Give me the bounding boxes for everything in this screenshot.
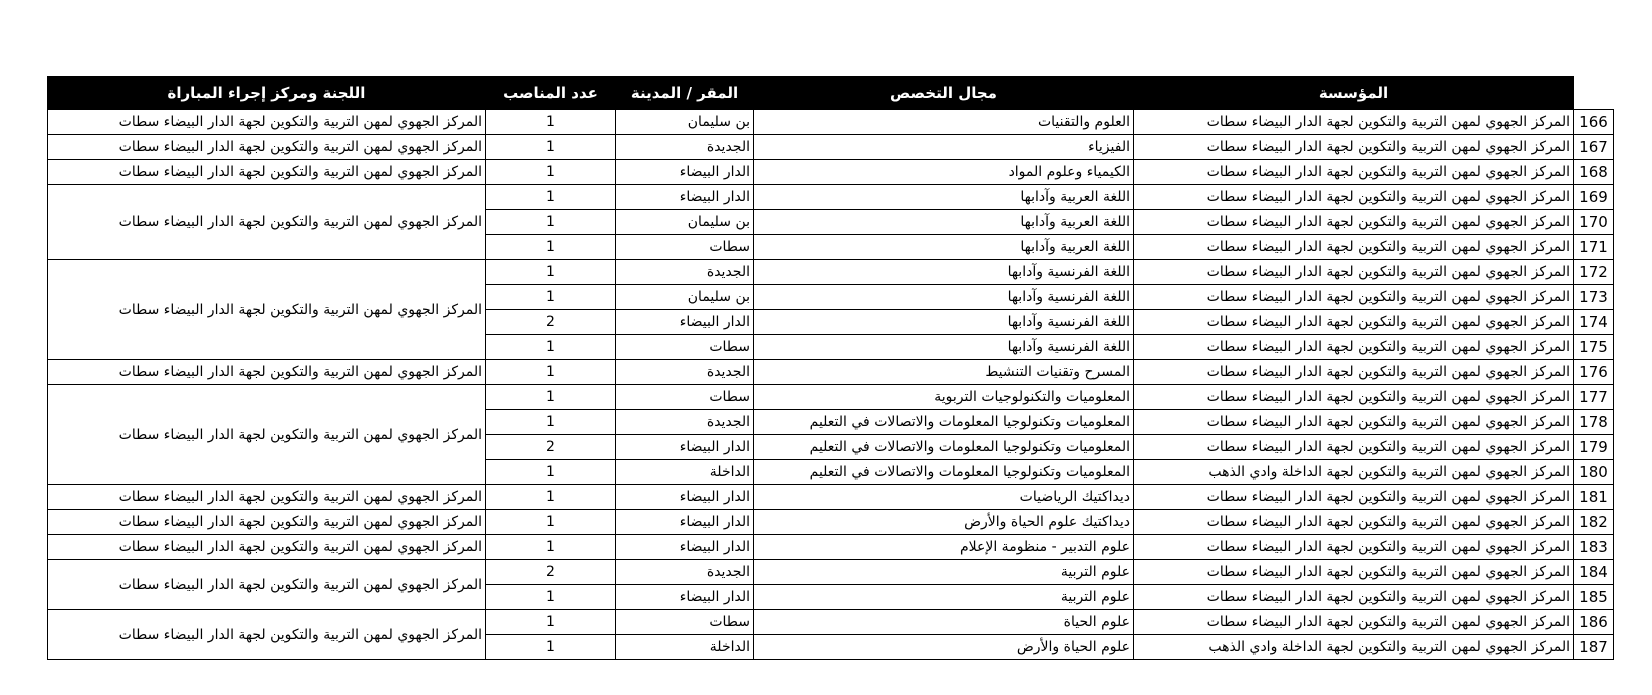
specialty-cell: المعلوميات وتكنولوجيا المعلومات والاتصالات في التعليم [754, 435, 1134, 460]
posts-cell: 1 [486, 110, 616, 135]
posts-cell: 1 [486, 285, 616, 310]
specialty-cell: اللغة الفرنسية وآدابها [754, 285, 1134, 310]
specialty-cell: اللغة العربية وآدابها [754, 185, 1134, 210]
row-number: 168 [1574, 160, 1614, 185]
city-cell: الدار البيضاء [616, 160, 754, 185]
specialty-cell: علوم التدبير - منظومة الإعلام [754, 535, 1134, 560]
table-row [48, 385, 1614, 410]
institution-cell: المركز الجهوي لمهن التربية والتكوين لجهة الدار البيضاء سطات [1134, 260, 1574, 285]
header-city: المقر / المدينة [616, 77, 754, 110]
institution-cell: المركز الجهوي لمهن التربية والتكوين لجهة الدار البيضاء سطات [1134, 285, 1574, 310]
row-number: 187 [1574, 635, 1614, 660]
table-row [48, 535, 1614, 560]
posts-cell: 1 [486, 185, 616, 210]
committee-cell: المركز الجهوي لمهن التربية والتكوين لجهة الدار البيضاء سطات [48, 510, 486, 535]
posts-cell: 1 [486, 260, 616, 285]
specialty-cell: اللغة العربية وآدابها [754, 235, 1134, 260]
table-row [48, 185, 1614, 210]
row-number: 173 [1574, 285, 1614, 310]
recruitment-table [47, 76, 1614, 660]
committee-cell: المركز الجهوي لمهن التربية والتكوين لجهة الدار البيضاء سطات [48, 185, 486, 260]
city-cell: الداخلة [616, 635, 754, 660]
header-committee: اللجنة ومركز إجراء المباراة [48, 77, 486, 110]
row-number: 176 [1574, 360, 1614, 385]
committee-cell: المركز الجهوي لمهن التربية والتكوين لجهة الدار البيضاء سطات [48, 360, 486, 385]
institution-cell: المركز الجهوي لمهن التربية والتكوين لجهة الدار البيضاء سطات [1134, 235, 1574, 260]
city-cell: الداخلة [616, 460, 754, 485]
city-cell: سطات [616, 610, 754, 635]
table-row [48, 360, 1614, 385]
row-number: 169 [1574, 185, 1614, 210]
city-cell: بن سليمان [616, 285, 754, 310]
row-number: 172 [1574, 260, 1614, 285]
table-row [48, 160, 1614, 185]
institution-cell: المركز الجهوي لمهن التربية والتكوين لجهة الدار البيضاء سطات [1134, 110, 1574, 135]
posts-cell: 1 [486, 335, 616, 360]
row-number: 178 [1574, 410, 1614, 435]
committee-cell: المركز الجهوي لمهن التربية والتكوين لجهة الدار البيضاء سطات [48, 485, 486, 510]
row-number: 183 [1574, 535, 1614, 560]
specialty-cell: ديداكتيك علوم الحياة والأرض [754, 510, 1134, 535]
committee-cell: المركز الجهوي لمهن التربية والتكوين لجهة الدار البيضاء سطات [48, 110, 486, 135]
city-cell: الدار البيضاء [616, 310, 754, 335]
institution-cell: المركز الجهوي لمهن التربية والتكوين لجهة الداخلة وادي الذهب [1134, 635, 1574, 660]
institution-cell: المركز الجهوي لمهن التربية والتكوين لجهة الدار البيضاء سطات [1134, 435, 1574, 460]
committee-cell: المركز الجهوي لمهن التربية والتكوين لجهة الدار البيضاء سطات [48, 610, 486, 660]
institution-cell: المركز الجهوي لمهن التربية والتكوين لجهة الدار البيضاء سطات [1134, 185, 1574, 210]
city-cell: الجديدة [616, 260, 754, 285]
specialty-cell: اللغة الفرنسية وآدابها [754, 335, 1134, 360]
specialty-cell: المعلوميات وتكنولوجيا المعلومات والاتصالات في التعليم [754, 460, 1134, 485]
city-cell: سطات [616, 335, 754, 360]
row-number: 174 [1574, 310, 1614, 335]
institution-cell: المركز الجهوي لمهن التربية والتكوين لجهة الداخلة وادي الذهب [1134, 460, 1574, 485]
posts-cell: 1 [486, 210, 616, 235]
row-number: 184 [1574, 560, 1614, 585]
posts-cell: 1 [486, 135, 616, 160]
posts-cell: 1 [486, 610, 616, 635]
city-cell: بن سليمان [616, 210, 754, 235]
posts-cell: 1 [486, 485, 616, 510]
institution-cell: المركز الجهوي لمهن التربية والتكوين لجهة الدار البيضاء سطات [1134, 485, 1574, 510]
posts-cell: 1 [486, 385, 616, 410]
institution-cell: المركز الجهوي لمهن التربية والتكوين لجهة الدار البيضاء سطات [1134, 310, 1574, 335]
committee-cell: المركز الجهوي لمهن التربية والتكوين لجهة الدار البيضاء سطات [48, 160, 486, 185]
city-cell: الجديدة [616, 560, 754, 585]
row-number: 180 [1574, 460, 1614, 485]
table-row [48, 610, 1614, 635]
city-cell: الدار البيضاء [616, 535, 754, 560]
posts-cell: 2 [486, 560, 616, 585]
row-number: 171 [1574, 235, 1614, 260]
city-cell: الدار البيضاء [616, 185, 754, 210]
city-cell: الدار البيضاء [616, 435, 754, 460]
institution-cell: المركز الجهوي لمهن التربية والتكوين لجهة الدار البيضاء سطات [1134, 410, 1574, 435]
institution-cell: المركز الجهوي لمهن التربية والتكوين لجهة الدار البيضاء سطات [1134, 610, 1574, 635]
posts-cell: 2 [486, 310, 616, 335]
committee-cell: المركز الجهوي لمهن التربية والتكوين لجهة الدار البيضاء سطات [48, 535, 486, 560]
institution-cell: المركز الجهوي لمهن التربية والتكوين لجهة الدار البيضاء سطات [1134, 585, 1574, 610]
specialty-cell: المسرح وتقنيات التنشيط [754, 360, 1134, 385]
row-number: 170 [1574, 210, 1614, 235]
specialty-cell: المعلوميات وتكنولوجيا المعلومات والاتصالات في التعليم [754, 410, 1134, 435]
specialty-cell: علوم التربية [754, 560, 1134, 585]
specialty-cell: علوم الحياة [754, 610, 1134, 635]
table-row [48, 260, 1614, 285]
specialty-cell: علوم التربية [754, 585, 1134, 610]
row-number: 181 [1574, 485, 1614, 510]
row-number: 175 [1574, 335, 1614, 360]
posts-cell: 1 [486, 585, 616, 610]
institution-cell: المركز الجهوي لمهن التربية والتكوين لجهة الدار البيضاء سطات [1134, 135, 1574, 160]
city-cell: الدار البيضاء [616, 485, 754, 510]
institution-cell: المركز الجهوي لمهن التربية والتكوين لجهة الدار البيضاء سطات [1134, 360, 1574, 385]
institution-cell: المركز الجهوي لمهن التربية والتكوين لجهة الدار البيضاء سطات [1134, 510, 1574, 535]
specialty-cell: علوم الحياة والأرض [754, 635, 1134, 660]
header-specialty: مجال التخصص [754, 77, 1134, 110]
posts-cell: 1 [486, 235, 616, 260]
institution-cell: المركز الجهوي لمهن التربية والتكوين لجهة الدار البيضاء سطات [1134, 535, 1574, 560]
row-number: 177 [1574, 385, 1614, 410]
specialty-cell: اللغة الفرنسية وآدابها [754, 310, 1134, 335]
specialty-cell: ديداكتيك الرياضيات [754, 485, 1134, 510]
specialty-cell: اللغة العربية وآدابها [754, 210, 1134, 235]
city-cell: بن سليمان [616, 110, 754, 135]
header-institution: المؤسسة [1134, 77, 1574, 110]
table-row [48, 485, 1614, 510]
header-row [48, 77, 1614, 110]
posts-cell: 1 [486, 460, 616, 485]
committee-cell: المركز الجهوي لمهن التربية والتكوين لجهة الدار البيضاء سطات [48, 260, 486, 360]
institution-cell: المركز الجهوي لمهن التربية والتكوين لجهة الدار البيضاء سطات [1134, 210, 1574, 235]
row-number: 179 [1574, 435, 1614, 460]
institution-cell: المركز الجهوي لمهن التربية والتكوين لجهة الدار البيضاء سطات [1134, 385, 1574, 410]
posts-cell: 1 [486, 360, 616, 385]
specialty-cell: اللغة الفرنسية وآدابها [754, 260, 1134, 285]
row-number: 167 [1574, 135, 1614, 160]
institution-cell: المركز الجهوي لمهن التربية والتكوين لجهة الدار البيضاء سطات [1134, 560, 1574, 585]
city-cell: الدار البيضاء [616, 585, 754, 610]
posts-cell: 1 [486, 410, 616, 435]
city-cell: الجديدة [616, 360, 754, 385]
city-cell: الجديدة [616, 135, 754, 160]
header-posts: عدد المناصب [486, 77, 616, 110]
row-number: 185 [1574, 585, 1614, 610]
city-cell: الجديدة [616, 410, 754, 435]
institution-cell: المركز الجهوي لمهن التربية والتكوين لجهة الدار البيضاء سطات [1134, 335, 1574, 360]
row-number: 186 [1574, 610, 1614, 635]
posts-cell: 1 [486, 535, 616, 560]
header-number-column [1574, 77, 1614, 110]
specialty-cell: العلوم والتقنيات [754, 110, 1134, 135]
committee-cell: المركز الجهوي لمهن التربية والتكوين لجهة الدار البيضاء سطات [48, 560, 486, 610]
table-row [48, 510, 1614, 535]
table-row [48, 135, 1614, 160]
specialty-cell: الكيمياء وعلوم المواد [754, 160, 1134, 185]
specialty-cell: الفيزياء [754, 135, 1134, 160]
posts-cell: 1 [486, 160, 616, 185]
institution-cell: المركز الجهوي لمهن التربية والتكوين لجهة الدار البيضاء سطات [1134, 160, 1574, 185]
table-header [48, 77, 1614, 110]
specialty-cell: المعلوميات والتكنولوجيات التربوية [754, 385, 1134, 410]
city-cell: الدار البيضاء [616, 510, 754, 535]
table-row [48, 560, 1614, 585]
posts-cell: 1 [486, 635, 616, 660]
city-cell: سطات [616, 235, 754, 260]
row-number: 182 [1574, 510, 1614, 535]
posts-cell: 1 [486, 510, 616, 535]
table-row [48, 110, 1614, 135]
committee-cell: المركز الجهوي لمهن التربية والتكوين لجهة الدار البيضاء سطات [48, 385, 486, 485]
committee-cell: المركز الجهوي لمهن التربية والتكوين لجهة الدار البيضاء سطات [48, 135, 486, 160]
posts-cell: 2 [486, 435, 616, 460]
city-cell: سطات [616, 385, 754, 410]
row-number: 166 [1574, 110, 1614, 135]
table-body [48, 110, 1614, 660]
